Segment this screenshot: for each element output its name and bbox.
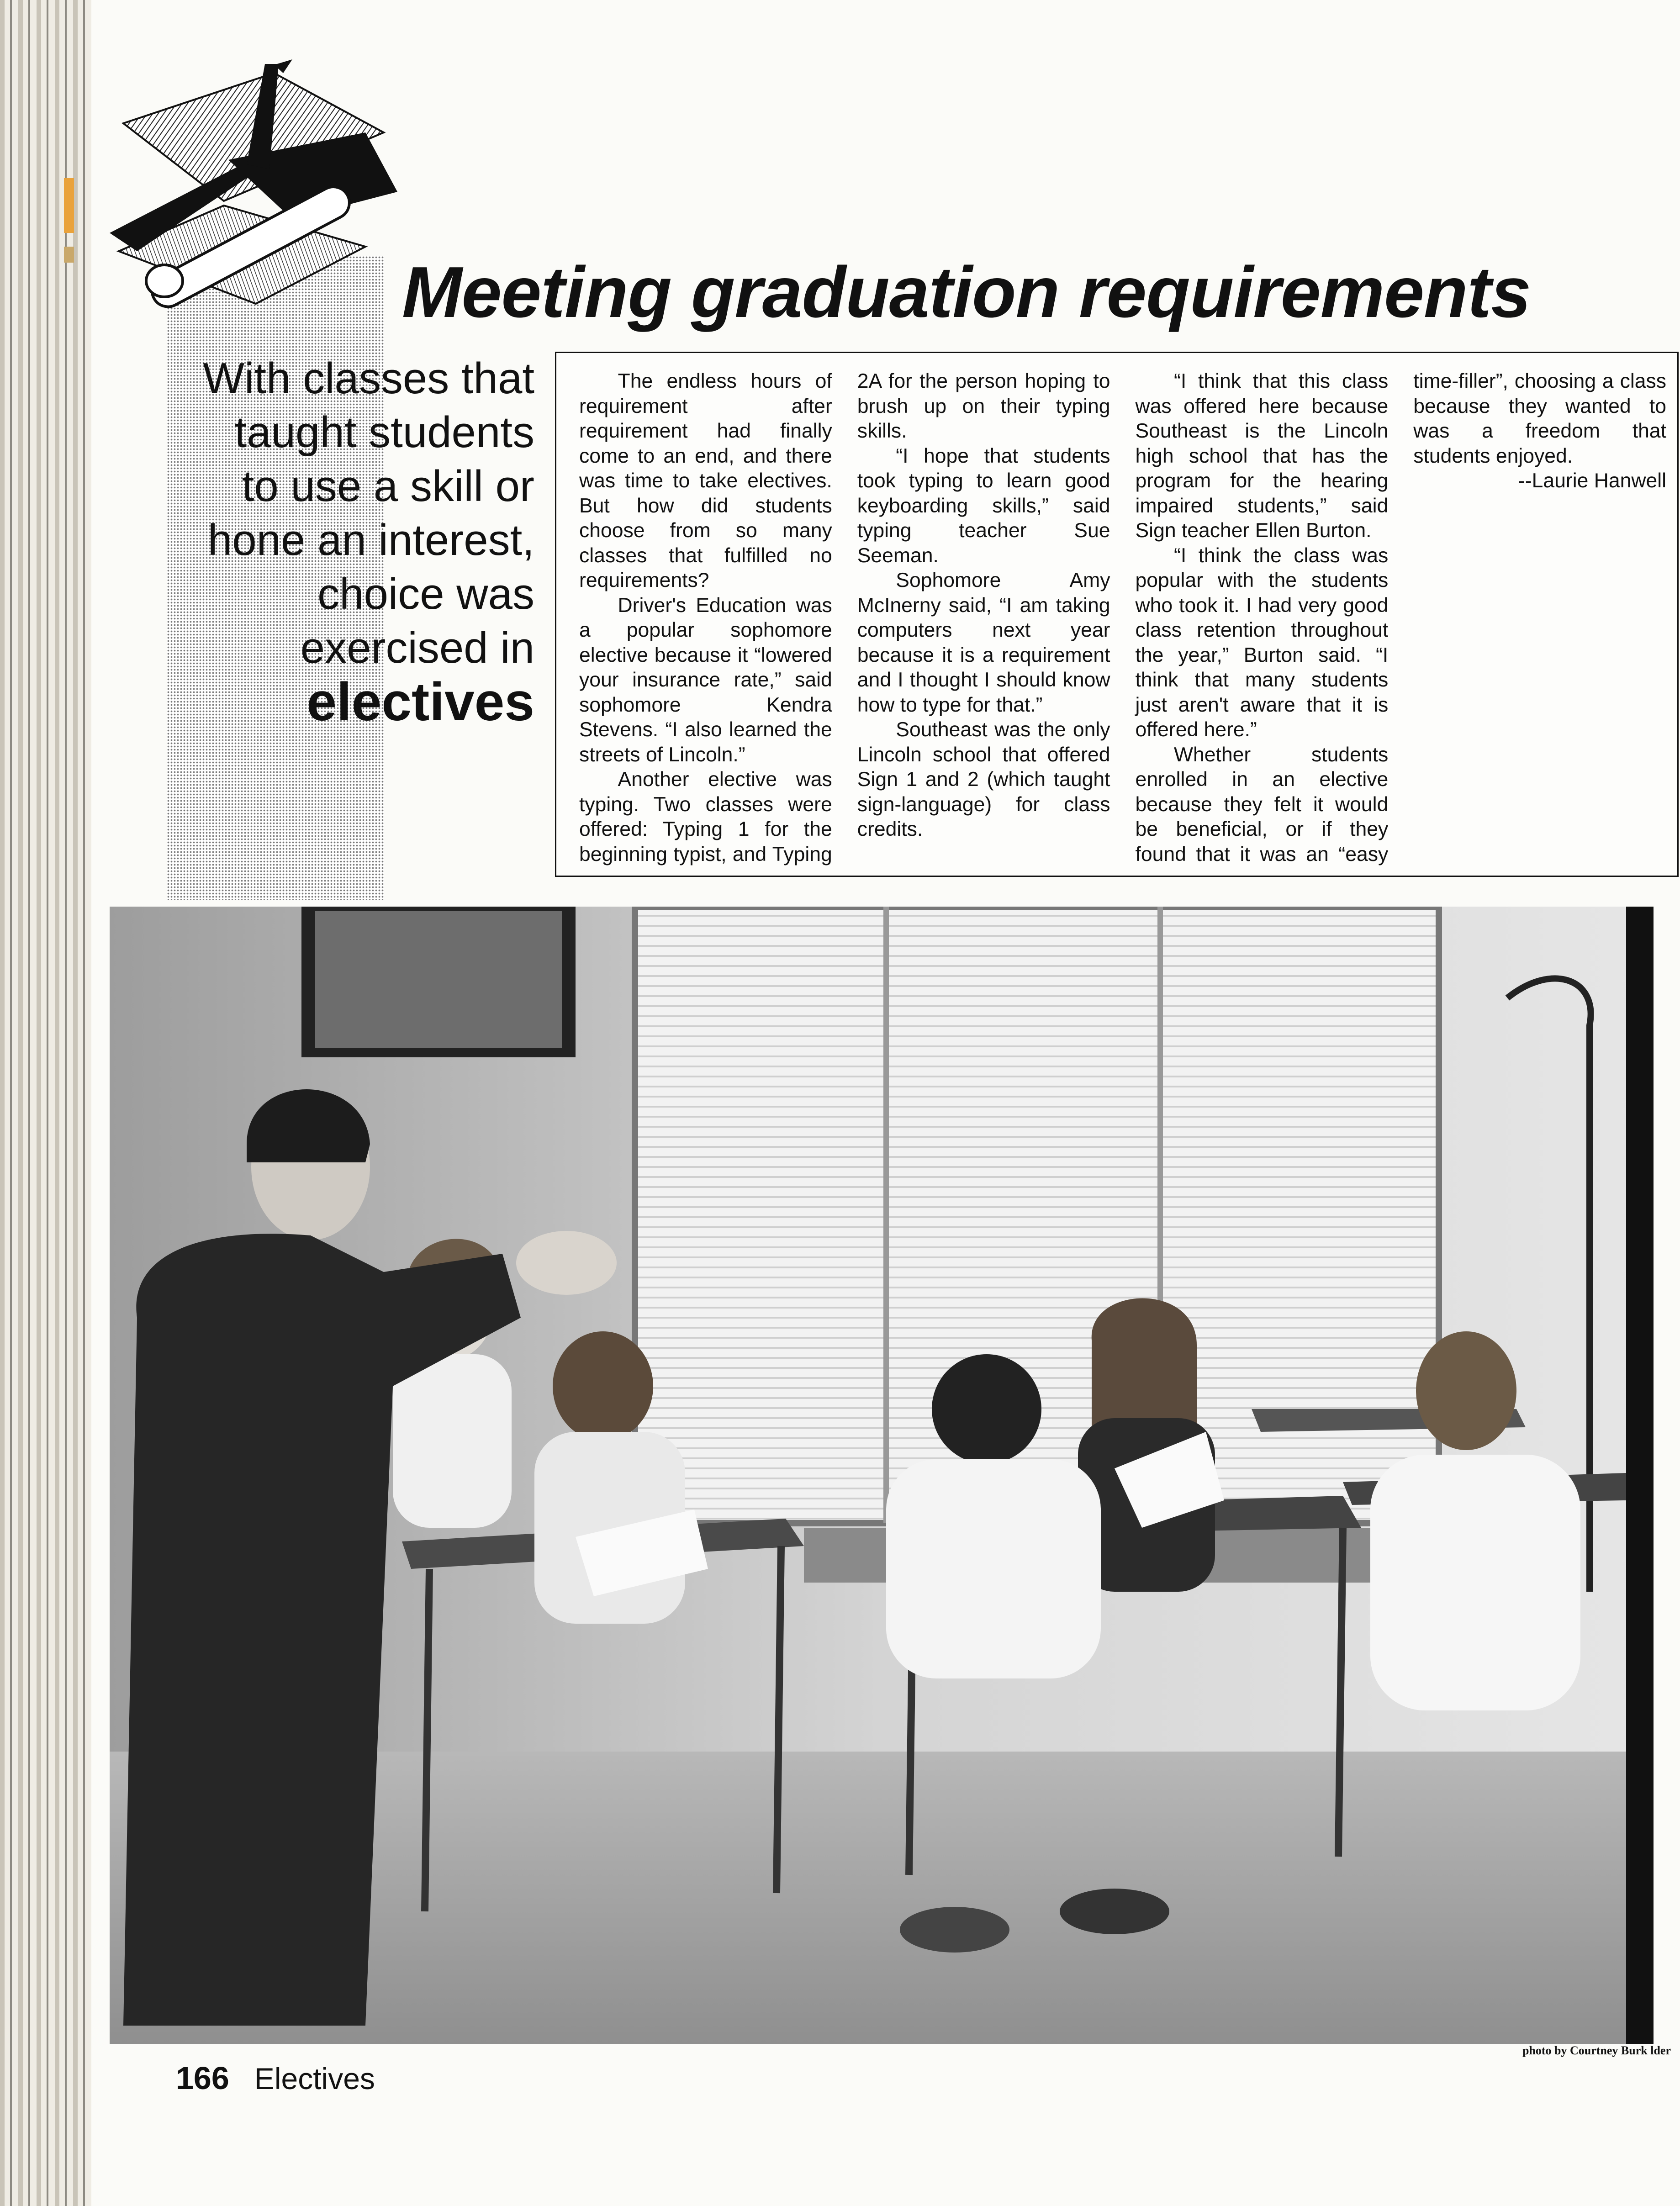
story-paragraph: “I think the class was popular with the students who took it. I had very good class retention throughout the year,” Burton said. “I think that many students just aren't aware that it is offered here.”	[1135, 544, 1389, 741]
page-number: 166	[176, 2060, 229, 2096]
page-tab	[64, 247, 74, 263]
deck-line: to use a skill or	[242, 462, 534, 511]
deck-line: choice was	[317, 570, 534, 618]
story-paragraph: “I hope that students took typing to learn good keyboarding skills,” said typing teacher Sue Seeman.	[857, 444, 1110, 567]
folio	[176, 2060, 375, 2097]
story-paragraph: The endless hours of requirement after requirement had finally come to an end, and there was time to take electives. But how did students choose from so many classes that fulfilled no requirements?	[579, 370, 832, 591]
classroom-photo-illustration	[110, 907, 1654, 2044]
section-name: Electives	[254, 2062, 375, 2095]
byline: --Laurie Hanwell	[1518, 470, 1666, 492]
story-paragraph: Sophomore Amy McInerny said, “I am taking computers next year because it is a requirement and I thought I should know how to type for that.”	[857, 569, 1110, 716]
graduation-cap-diploma-icon	[110, 55, 402, 311]
story-paragraph: Another elective was typing. Two classes were offered: Typing 1 for the beginning typist, and Typing 2A for the person hoping to brush up on their typing skills.	[579, 370, 1110, 866]
deck	[169, 352, 534, 732]
page-tab	[64, 178, 74, 233]
deck-line: taught students	[234, 408, 534, 457]
classroom-photo	[110, 907, 1654, 2044]
story-paragraph: “I think that this class was offered here because Southeast is the Lincoln high school that has the program for the hearing impaired students,” said Sign teacher Ellen Burton.	[1135, 370, 1389, 542]
story-paragraph: Driver's Education was a popular sophomore elective because it “lowered your insurance rate,” said sophomore Kendra Stevens. “I also learned the streets of Lincoln.”	[579, 594, 832, 766]
headline: Meeting graduation requirements	[402, 252, 1531, 332]
story-paragraph: Whether students enrolled in an elective because they felt it would be beneficial, or if they found that it was an “easy time-filler”, choosing a class because they wanted to was a freedom that students enjoyed.	[1135, 370, 1666, 866]
story-columns	[579, 369, 1666, 871]
deck-emphasis: electives	[306, 672, 534, 732]
deck-line: exercised in	[300, 623, 534, 672]
story-paragraph: Southeast was the only Lincoln school that offered Sign 1 and 2 (which taught sign-language) for class credits.	[857, 718, 1110, 840]
photo-credit: photo by Courtney Burk lder	[1522, 2044, 1671, 2057]
deck-line: With classes that	[203, 354, 534, 403]
page-edges	[0, 0, 91, 2206]
deck-line: hone an interest,	[207, 516, 534, 565]
story-box	[555, 352, 1679, 877]
